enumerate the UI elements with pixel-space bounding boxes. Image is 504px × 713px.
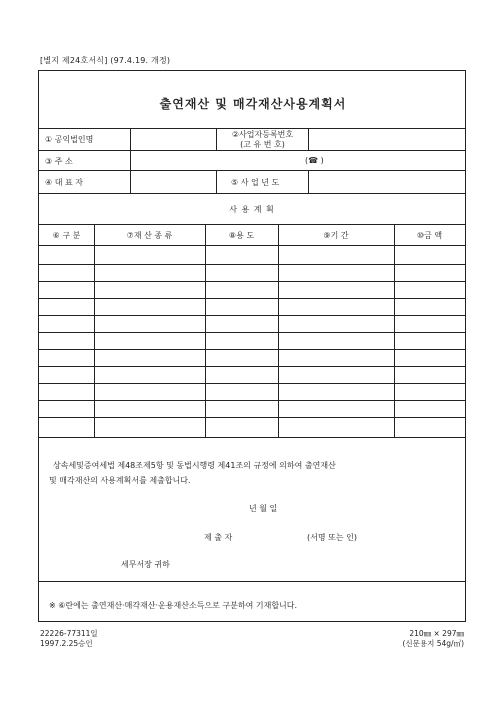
divider (39, 128, 465, 129)
divider (39, 224, 465, 225)
divider (39, 332, 465, 333)
recipient-label: 세무서장 귀하 (121, 560, 170, 569)
approval-date: 1997.2.25승인 (40, 639, 93, 648)
divider (130, 128, 131, 193)
divider (39, 193, 465, 194)
divider (308, 128, 309, 150)
divider (39, 315, 465, 316)
plan-section-header: 사 용 계 획 (229, 205, 275, 214)
divider (39, 417, 465, 418)
form-title: 출연재산 및 매각재산사용계획서 (159, 97, 347, 111)
business-year-label: ⑤ 사 업 년 도 (231, 178, 280, 187)
corp-name-label: ① 공익법인명 (45, 135, 94, 144)
phone-field: (☎ ) (305, 156, 324, 165)
col-header-period: ⑨기 간 (323, 231, 349, 240)
biz-no-label-line2: (고 유 번 호) (240, 140, 285, 149)
divider (205, 224, 206, 437)
representative-label: ④ 대 표 자 (45, 178, 83, 187)
form-note: ※ ⑥란에는 출연재산·매각재산·운용재산소득으로 구분하여 기재합니다. (49, 601, 298, 610)
biz-no-label (217, 130, 308, 150)
divider (39, 366, 465, 367)
paper-size: 210㎜ × 297㎜ (409, 629, 464, 638)
divider (39, 170, 465, 171)
form-frame (38, 70, 466, 622)
divider (39, 264, 465, 265)
address-label: ③ 주 소 (45, 157, 73, 166)
divider (39, 437, 465, 438)
declaration-line2: 및 매각재산의 사용계획서를 제출합니다. (49, 476, 191, 485)
date-line: 년 월 일 (249, 504, 278, 513)
biz-no-label-line1: ②사업자등록번호 (231, 130, 294, 139)
signature-label: (서명 또는 인) (307, 533, 357, 542)
divider (39, 245, 465, 246)
col-header-amount: ⑩금 액 (416, 231, 443, 240)
col-header-asset-type: ⑦재 산 종 류 (126, 231, 173, 240)
divider (39, 383, 465, 384)
divider (39, 400, 465, 401)
divider (39, 298, 465, 299)
divider (216, 170, 217, 193)
divider (394, 224, 395, 437)
submitter-label: 제 출 자 (204, 533, 233, 542)
divider (39, 349, 465, 350)
form-number-label: [별지 제24호서식] (97.4.19. 개정) (40, 56, 171, 65)
divider (39, 281, 465, 282)
divider (308, 170, 309, 193)
divider (39, 581, 465, 582)
declaration-line1: 상속세및증여세법 제48조제5항 및 동법시행령 제41조의 규정에 의하여 출연재산 (53, 461, 336, 470)
form-code: 22226-77311일 (40, 629, 98, 638)
col-header-category: ⑥ 구 분 (52, 231, 81, 240)
divider (278, 224, 279, 437)
divider (94, 224, 95, 437)
paper-spec: (신문용지 54g/㎡) (402, 639, 464, 648)
divider (39, 150, 465, 151)
col-header-purpose: ⑧용 도 (228, 231, 255, 240)
